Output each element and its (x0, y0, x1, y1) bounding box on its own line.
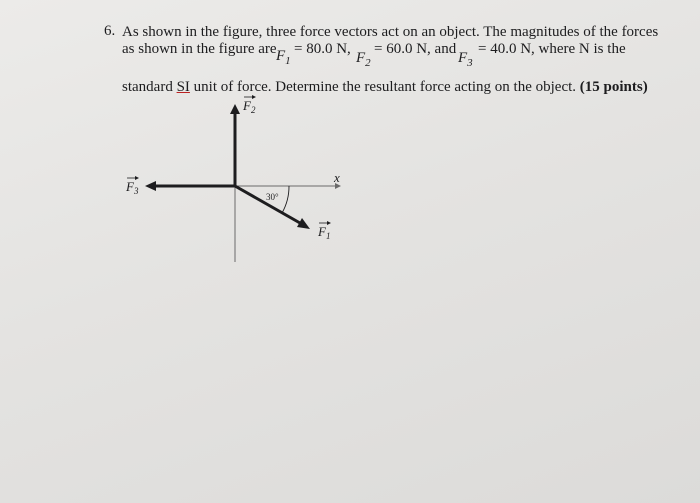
label-f3-vector-tip (135, 176, 139, 180)
f1-magnitude: = 80.0 N, (294, 41, 351, 57)
vector-f2-arrowhead (230, 104, 240, 114)
x-axis-label: x (334, 170, 340, 185)
label-f1-vector-tip (327, 221, 331, 225)
question-number: 6. (104, 23, 116, 39)
line3-end: unit of force. Determine the resultant force acting on the object. (193, 79, 577, 95)
vector-f3-arrowhead (145, 181, 156, 191)
line3-start: standard (122, 79, 173, 95)
f2-magnitude: = 60.0 N, and (374, 41, 457, 57)
si-term: SI (176, 79, 190, 95)
label-f1: $F_1$ (318, 224, 331, 241)
symbol-f3: $F_3$ (458, 50, 473, 69)
symbol-f2: $F_2$ (356, 50, 371, 69)
label-f2: $F_2$ (243, 98, 256, 115)
problem-line-1: As shown in the figure, three force vectors act on an object. The magnitudes of the forces (122, 24, 659, 40)
label-f3: $F_3$ (126, 179, 139, 196)
f3-magnitude: = 40.0 N, where N is the (478, 41, 626, 57)
problem-line-2-start: as shown in the figure are (122, 41, 277, 57)
label-f2-vector-tip (252, 95, 256, 99)
vector-f1-arrowhead (297, 218, 310, 229)
angle-label: 30° (266, 192, 279, 202)
symbol-f1: $F_1$ (276, 48, 291, 67)
angle-arc (282, 186, 289, 213)
points-value: (15 points) (579, 79, 648, 95)
